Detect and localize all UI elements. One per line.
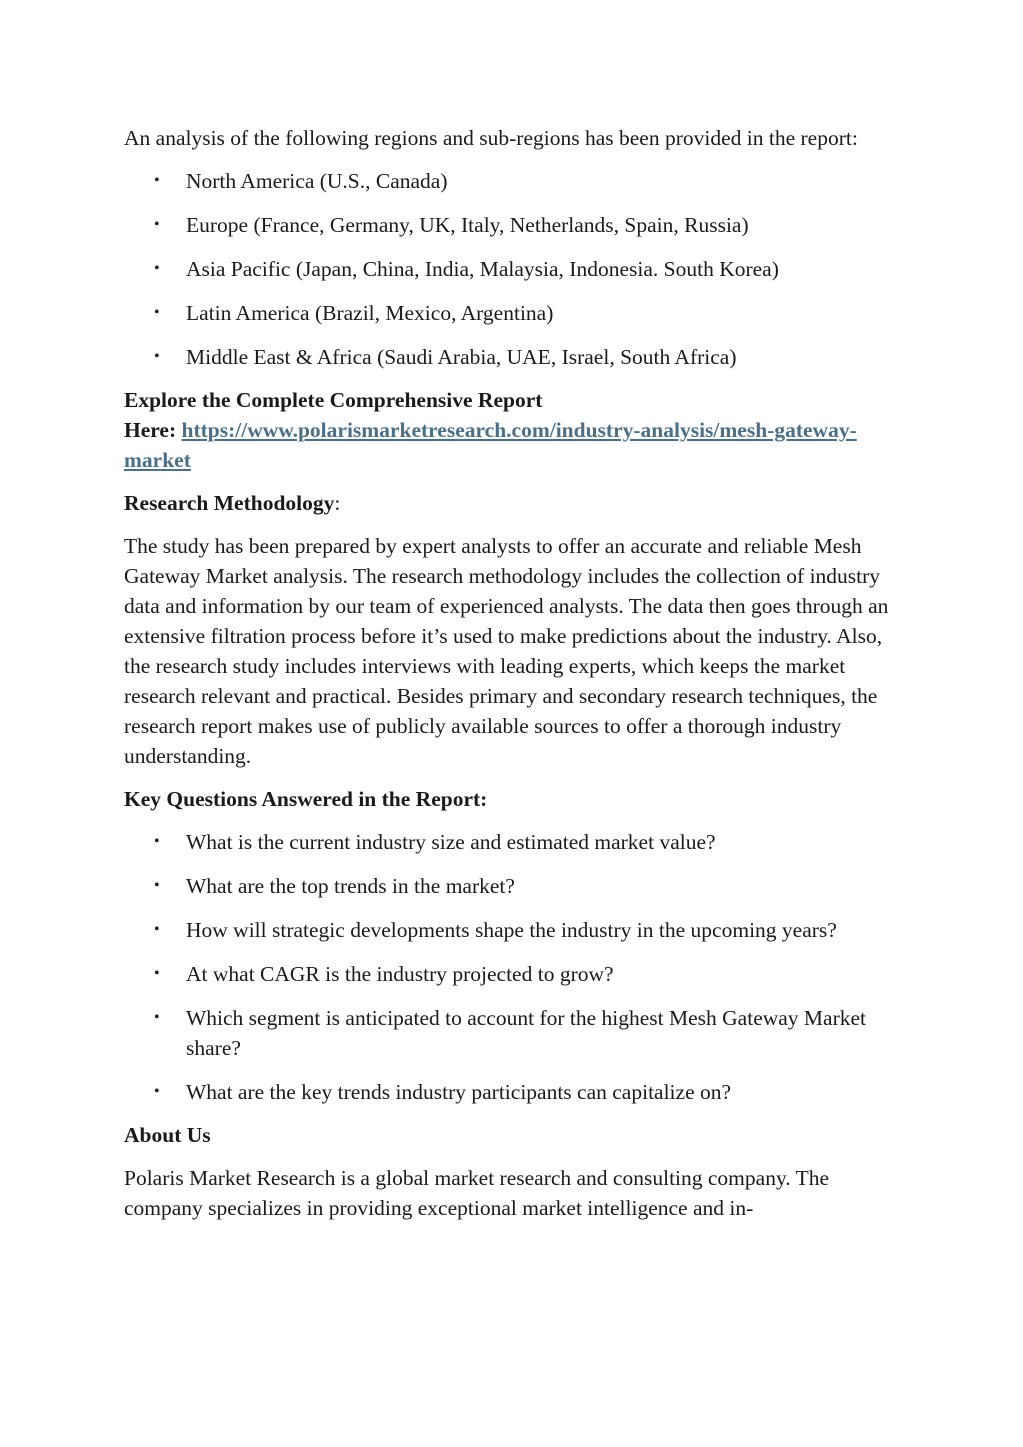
methodology-body: The study has been prepared by expert analysts to offer an accurate and reliable Mesh Gateway Market analysis. The research methodology includes the collection of industry data and information by our team of experienced analysts. The data then goes through an extensive filtration process before it’s used to make predictions about the industry. Also, the research study includes interviews with leading experts, which keeps the market research relevant and practical. Besides primary and secondary research techniques, the research report makes use of publicly available sources to offer a thorough industry understanding. [124,534,889,768]
list-item-text: Which segment is anticipated to account for the highest Mesh Gateway Market share? [186,1006,867,1060]
regions-intro: An analysis of the following regions and sub-regions has been provided in the report: [124,126,858,150]
explore-here-label: Here: [124,418,182,442]
list-item [124,298,904,328]
list-item-text: North America (U.S., Canada) [186,169,448,193]
list-item [124,210,904,240]
bullet-icon: • [154,172,160,189]
about-heading: About Us [124,1123,211,1147]
bullet-icon: • [154,833,160,850]
list-item-text: Middle East & Africa (Saudi Arabia, UAE, Israel, South Africa) [186,345,737,369]
bullet-icon: • [154,1083,160,1100]
list-item [124,959,904,989]
explore-report-block [124,385,904,475]
bullet-icon: • [154,260,160,277]
explore-heading: Explore the Complete Comprehensive Report [124,388,543,412]
questions-list [124,827,904,1107]
bullet-icon: • [154,348,160,365]
regions-list [124,166,904,372]
list-item [124,1077,904,1107]
list-item-text: What is the current industry size and estimated market value? [186,830,716,854]
methodology-heading: Research Methodology [124,491,335,515]
list-item-text: How will strategic developments shape the industry in the upcoming years? [186,918,837,942]
list-item [124,915,904,945]
list-item-text: What are the key trends industry participants can capitalize on? [186,1080,732,1104]
document-page [124,123,904,1236]
bullet-icon: • [154,1009,160,1026]
about-body: Polaris Market Research is a global market research and consulting company. The company specializes in providing exceptional market intelligence and in- [124,1166,830,1220]
list-item [124,827,904,857]
bullet-icon: • [154,921,160,938]
bullet-icon: • [154,216,160,233]
list-item-text: What are the top trends in the market? [186,874,515,898]
list-item-text: Europe (France, Germany, UK, Italy, Netherlands, Spain, Russia) [186,213,749,237]
questions-heading: Key Questions Answered in the Report: [124,787,488,811]
list-item [124,166,904,196]
methodology-colon: : [334,491,341,515]
bullet-icon: • [154,877,160,894]
report-link[interactable]: https://www.polarismarketresearch.com/industry-analysis/mesh-gateway-market [124,418,857,472]
list-item [124,1003,904,1063]
list-item-text: At what CAGR is the industry projected to grow? [186,962,614,986]
list-item [124,342,904,372]
methodology-heading-line [124,488,904,518]
bullet-icon: • [154,304,160,321]
bullet-icon: • [154,965,160,982]
list-item-text: Latin America (Brazil, Mexico, Argentina) [186,301,554,325]
list-item-text: Asia Pacific (Japan, China, India, Malaysia, Indonesia. South Korea) [186,257,779,281]
list-item [124,871,904,901]
list-item [124,254,904,284]
